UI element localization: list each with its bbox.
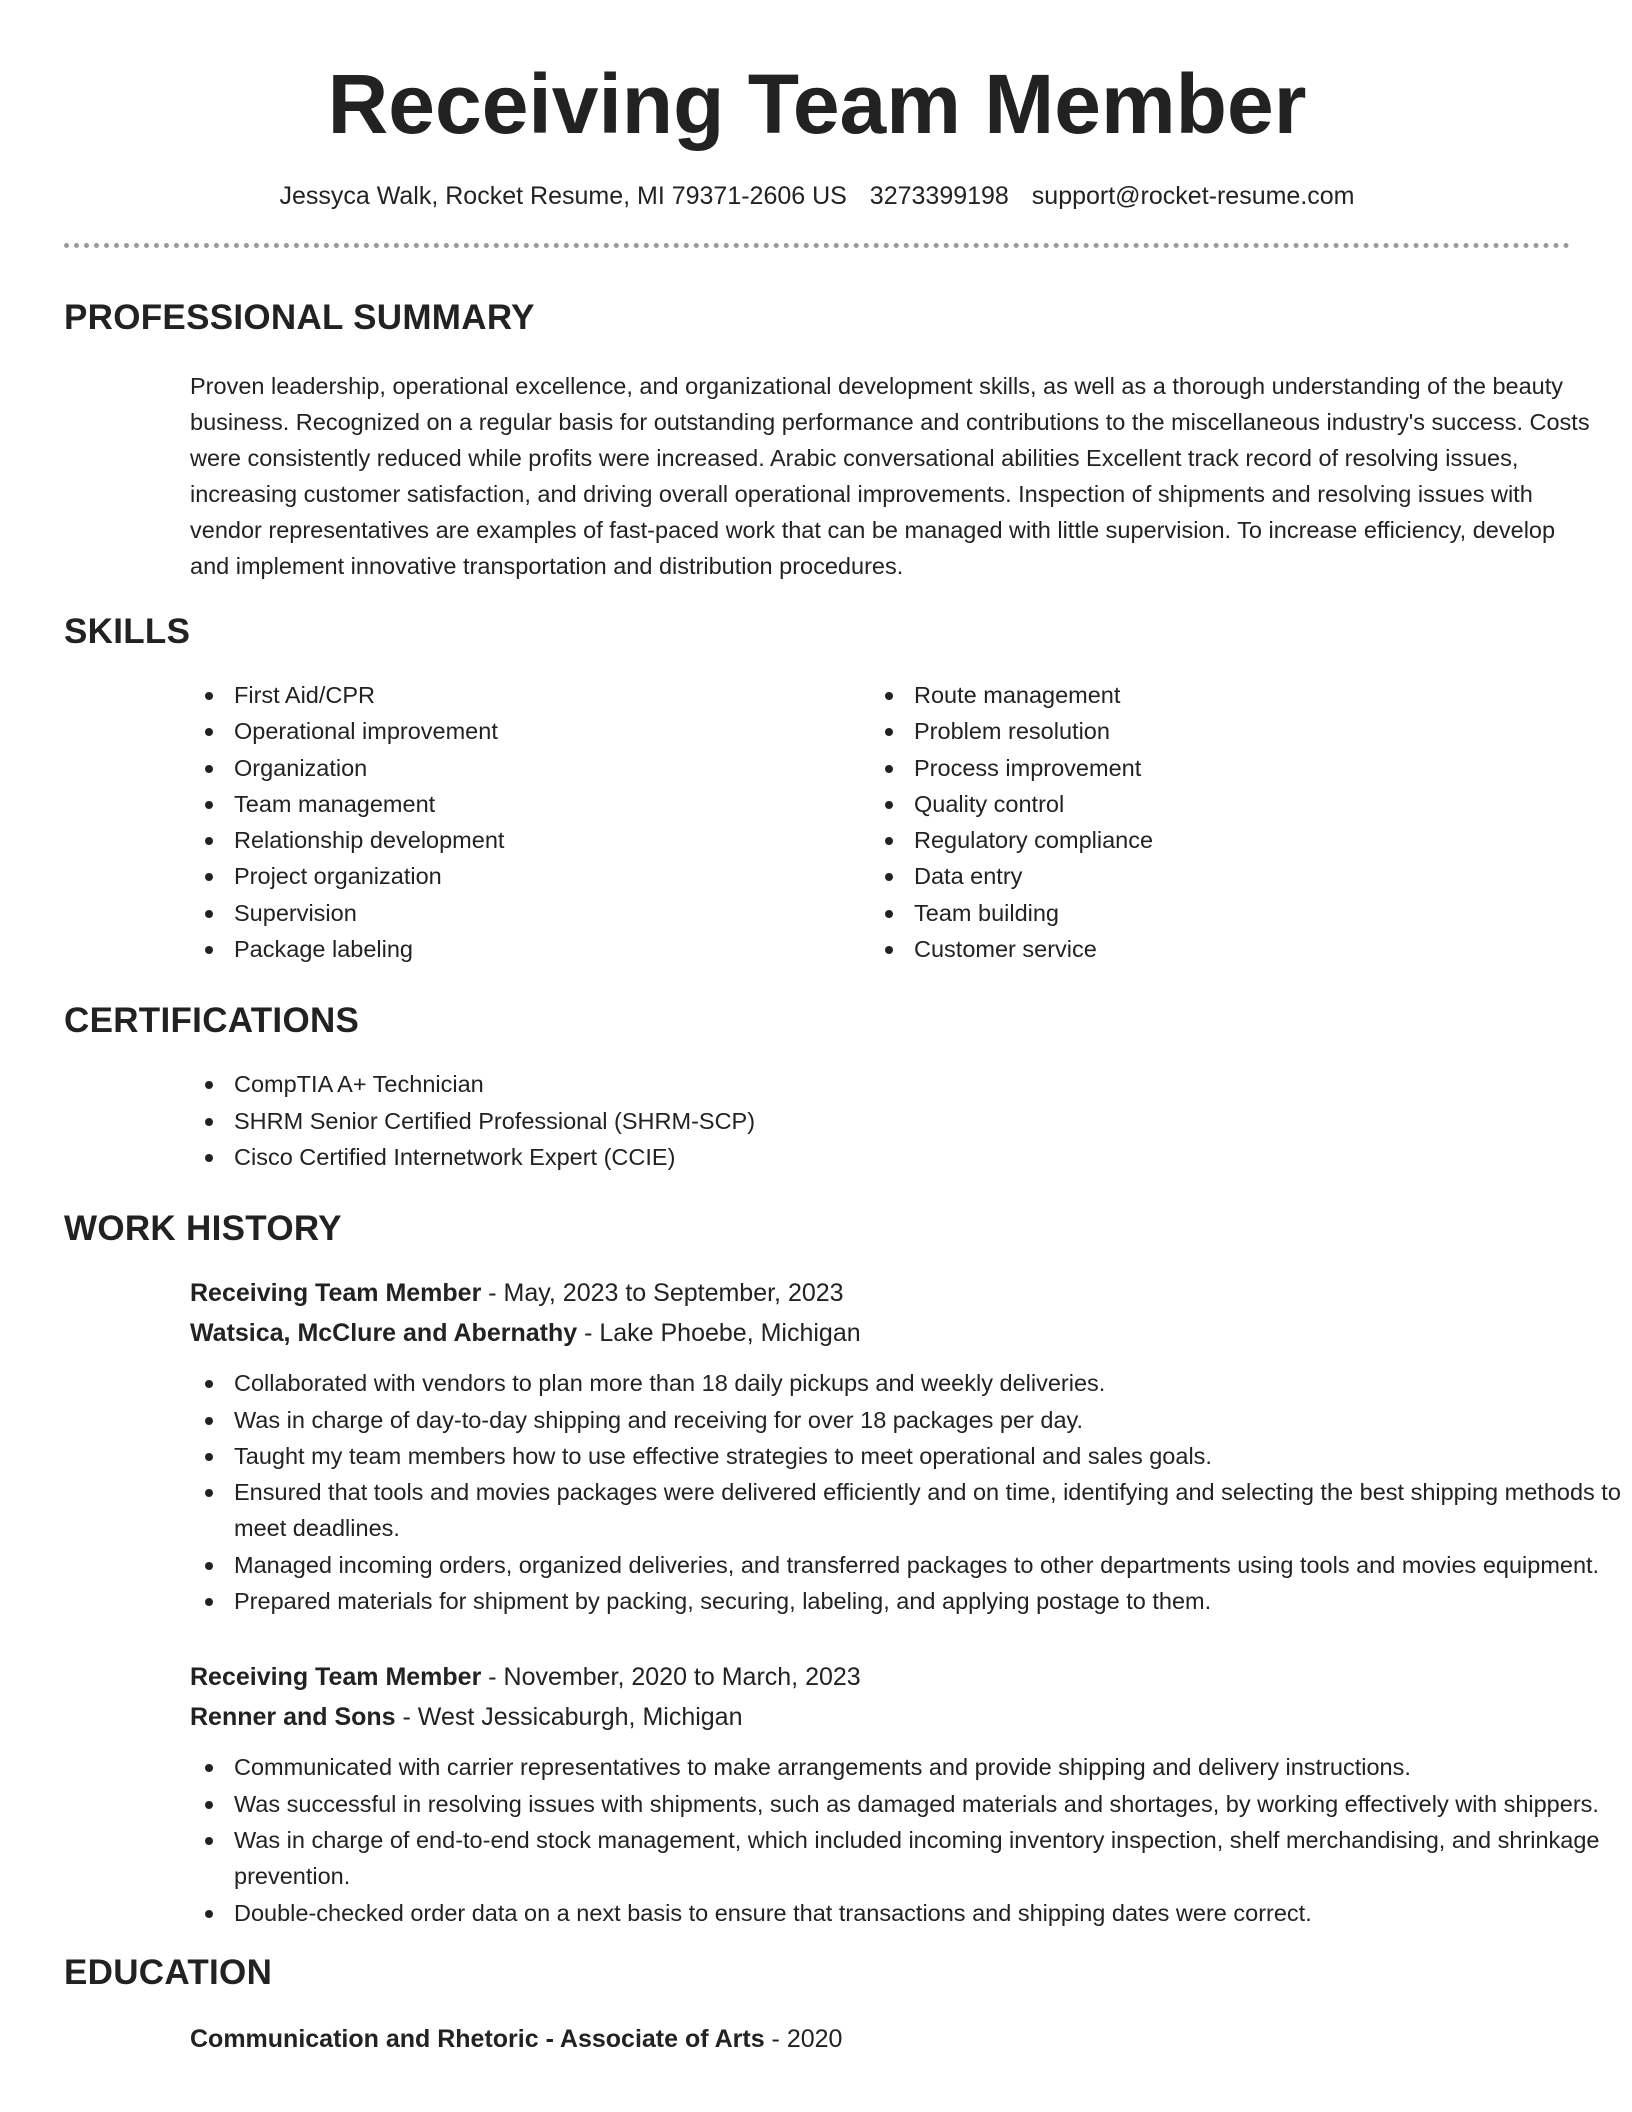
skill-item: Quality control <box>870 786 1153 822</box>
skill-item: Regulatory compliance <box>870 822 1153 858</box>
resume-page <box>64 0 1621 2059</box>
contact-email: support@rocket-resume.com <box>1031 182 1355 210</box>
job-bullet: Prepared materials for shipment by packing, securing, labeling, and applying postage to them. <box>190 1583 1630 1619</box>
summary-text: Proven leadership, operational excellence, and organizational development skills, as well as a thorough understanding of the beauty business. Recognized on a regular basis for outstanding performance and contributions to the miscellaneous industry's success. Costs were consistently reduced while profits were increased. Arabic conversational abilities Excellent track record of resolving issues, increasing customer satisfaction, and driving overall operational improvements. Inspection of shipments and resolving issues with vendor representatives are examples of fast-paced work that can be managed with little supervision. To increase efficiency, develop and implement innovative transportation and distribution procedures. <box>190 373 1590 579</box>
job-title-line <box>190 1657 1570 1697</box>
job-entry <box>190 1273 1570 1353</box>
skills-column-right <box>870 677 1153 967</box>
job-bullet-list <box>190 1365 1630 1619</box>
job-role: Receiving Team Member <box>190 1279 482 1308</box>
job-title-line <box>190 1273 1570 1313</box>
skill-item: First Aid/CPR <box>190 677 870 713</box>
skill-item: Package labeling <box>190 931 870 967</box>
job-bullet: Was successful in resolving issues with shipments, such as damaged materials and shortages, by working effectively with shippers. <box>190 1786 1630 1822</box>
skill-item: Project organization <box>190 858 870 894</box>
skill-item: Operational improvement <box>190 713 870 749</box>
certifications-list <box>190 1066 1570 1175</box>
job-location: - Lake Phoebe, Michigan <box>577 1319 861 1348</box>
certifications-heading: CERTIFICATIONS <box>64 1001 360 1041</box>
skill-item: Route management <box>870 677 1153 713</box>
job-bullet: Collaborated with vendors to plan more than 18 daily pickups and weekly deliveries. <box>190 1365 1630 1401</box>
job-bullet: Double-checked order data on a next basis to ensure that transactions and shipping dates were correct. <box>190 1895 1630 1931</box>
summary-heading: PROFESSIONAL SUMMARY <box>64 298 535 337</box>
education-degree: Communication and Rhetoric - Associate of Arts <box>190 2024 765 2053</box>
resume-name: Receiving Team Member <box>327 57 1307 151</box>
job-company-line <box>190 1697 1570 1737</box>
education-heading: EDUCATION <box>64 1952 273 1992</box>
skills-list <box>190 677 1570 967</box>
job-company: Renner and Sons <box>190 1703 396 1732</box>
job-bullet: Was in charge of day-to-day shipping and receiving for over 18 packages per day. <box>190 1402 1630 1438</box>
job-bullet: Taught my team members how to use effective strategies to meet operational and sales goals. <box>190 1438 1630 1474</box>
job-bullet: Managed incoming orders, organized deliveries, and transferred packages to other departments using tools and movies equipment. <box>190 1547 1630 1583</box>
job-company: Watsica, McClure and Abernathy <box>190 1319 578 1348</box>
skill-item: Supervision <box>190 895 870 931</box>
work-history-heading: WORK HISTORY <box>64 1209 342 1249</box>
certification-item: SHRM Senior Certified Professional (SHRM-SCP) <box>190 1103 1570 1139</box>
job-bullet: Ensured that tools and movies packages were delivered efficiently and on time, identifying and selecting the best shipping methods to meet deadlines. <box>190 1474 1630 1547</box>
job-company-line <box>190 1313 1570 1353</box>
job-dates: - November, 2020 to March, 2023 <box>481 1663 861 1692</box>
skill-item: Team building <box>870 895 1153 931</box>
certification-item: Cisco Certified Internetwork Expert (CCIE) <box>190 1139 1570 1175</box>
job-location: - West Jessicaburgh, Michigan <box>395 1703 743 1732</box>
skill-item: Team management <box>190 786 870 822</box>
job-bullet: Communicated with carrier representatives to make arrangements and provide shipping and delivery instructions. <box>190 1749 1630 1785</box>
skill-item: Organization <box>190 750 870 786</box>
job-bullet-list <box>190 1749 1630 1930</box>
skill-item: Data entry <box>870 858 1153 894</box>
education-year: - 2020 <box>764 2024 843 2053</box>
skill-item: Problem resolution <box>870 713 1153 749</box>
contact-address: Jessyca Walk, Rocket Resume, MI 79371-2606 US <box>279 182 847 210</box>
skills-heading: SKILLS <box>64 612 191 651</box>
job-entry <box>190 1657 1570 1737</box>
certification-item: CompTIA A+ Technician <box>190 1066 1570 1102</box>
job-dates: - May, 2023 to September, 2023 <box>481 1279 844 1308</box>
header-divider <box>64 243 1570 248</box>
skill-item: Process improvement <box>870 750 1153 786</box>
education-entry <box>190 2019 1570 2059</box>
skills-column-left <box>190 677 870 967</box>
job-role: Receiving Team Member <box>190 1663 482 1692</box>
job-bullet: Was in charge of end-to-end stock management, which included incoming inventory inspection, shelf merchandising, and shrinkage prevention. <box>190 1822 1630 1895</box>
contact-line <box>64 182 1570 211</box>
skill-item: Customer service <box>870 931 1153 967</box>
contact-phone: 3273399198 <box>869 182 1009 210</box>
skill-item: Relationship development <box>190 822 870 858</box>
